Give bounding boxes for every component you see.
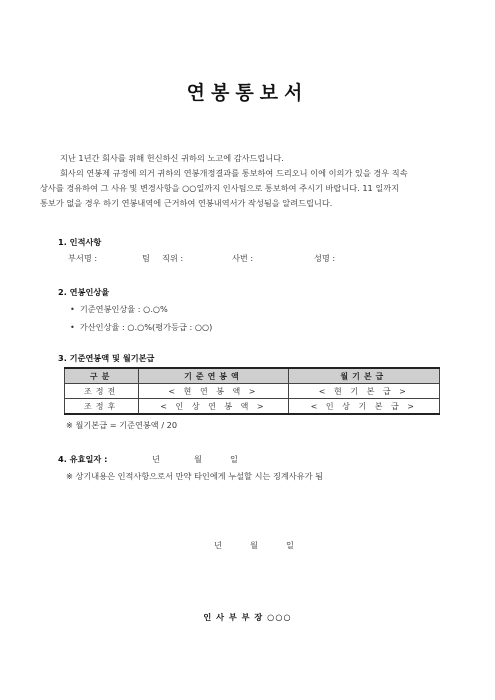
issue-day-label: 일 xyxy=(286,540,294,550)
table-cell: < 인 상 연 봉 액 > xyxy=(139,399,288,415)
salary-note: ※ 월기본급 = 기준연봉액 / 20 xyxy=(66,420,178,430)
table-cell: < 현 연 봉 액 > xyxy=(139,384,288,399)
effective-month-label: 월 xyxy=(194,454,202,464)
bullet-icon: • xyxy=(70,322,75,332)
table-header: 월기본급 xyxy=(288,368,439,384)
raise-rate-item: • 기준연봉인상율 : ○.○% xyxy=(70,304,168,314)
position-label: 직위 : xyxy=(162,253,184,263)
table-header: 기준연봉액 xyxy=(139,368,288,384)
employee-no-label: 사번 : xyxy=(232,253,254,263)
salary-table xyxy=(64,367,440,415)
bullet-icon: • xyxy=(70,304,75,314)
table-header: 구분 xyxy=(65,368,139,384)
section-salary-heading: 3. 기준연봉액 및 월기본급 xyxy=(58,353,155,363)
intro-line-1: 지난 1년간 회사를 위해 헌신하신 귀하의 노고에 감사드립니다. xyxy=(60,153,284,163)
section-effective-date-heading: 4. 유효일자 : xyxy=(58,454,108,464)
page-title: 연봉통보서 xyxy=(186,82,309,104)
table-cell: 조정후 xyxy=(65,399,139,415)
intro-line-3: 상사를 경유하여 그 사유 및 변경사항을 ○○일까지 인사팀으로 통보하여 주시기 바랍니다. 11 일까지 xyxy=(40,183,400,193)
section-personal-info-heading: 1. 인적사항 xyxy=(58,237,102,247)
section-raise-rate-heading: 2. 연봉인상율 xyxy=(58,287,110,297)
dept-label: 부서명 : xyxy=(68,253,98,263)
table-row xyxy=(65,399,440,415)
intro-line-4: 통보가 없을 경우 하기 연봉내역에 근거하여 연봉내역서가 작성됨을 알려드립니다. xyxy=(40,198,333,208)
issue-year-label: 년 xyxy=(214,540,222,550)
table-row xyxy=(65,384,440,399)
table-cell: 조정전 xyxy=(65,384,139,399)
table-cell: < 현 기 본 급 > xyxy=(288,384,439,399)
confidentiality-note: ※ 상기내용은 인적사항으로서 만약 타인에게 누설할 시는 징계사유가 됨 xyxy=(66,471,324,481)
intro-paragraph xyxy=(40,166,460,211)
effective-day-label: 일 xyxy=(230,454,238,464)
table-cell: < 인 상 기 본 급 > xyxy=(288,399,439,415)
extra-raise-rate-item: • 가산인상율 : ○.○%(평가등급 : ○○) xyxy=(70,322,213,332)
intro-line-2: 회사의 연봉제 규정에 의거 귀하의 연봉개정결과를 통보하여 드리오니 이에 이의가 있을 경우 직속 xyxy=(60,168,408,178)
team-label: 팀 xyxy=(142,253,150,263)
issue-month-label: 월 xyxy=(250,540,258,550)
name-label: 성명 : xyxy=(314,253,336,263)
signer: 인 사 부 부 장 ○○○ xyxy=(203,612,292,622)
table-header-row xyxy=(65,368,440,384)
effective-year-label: 년 xyxy=(152,454,160,464)
